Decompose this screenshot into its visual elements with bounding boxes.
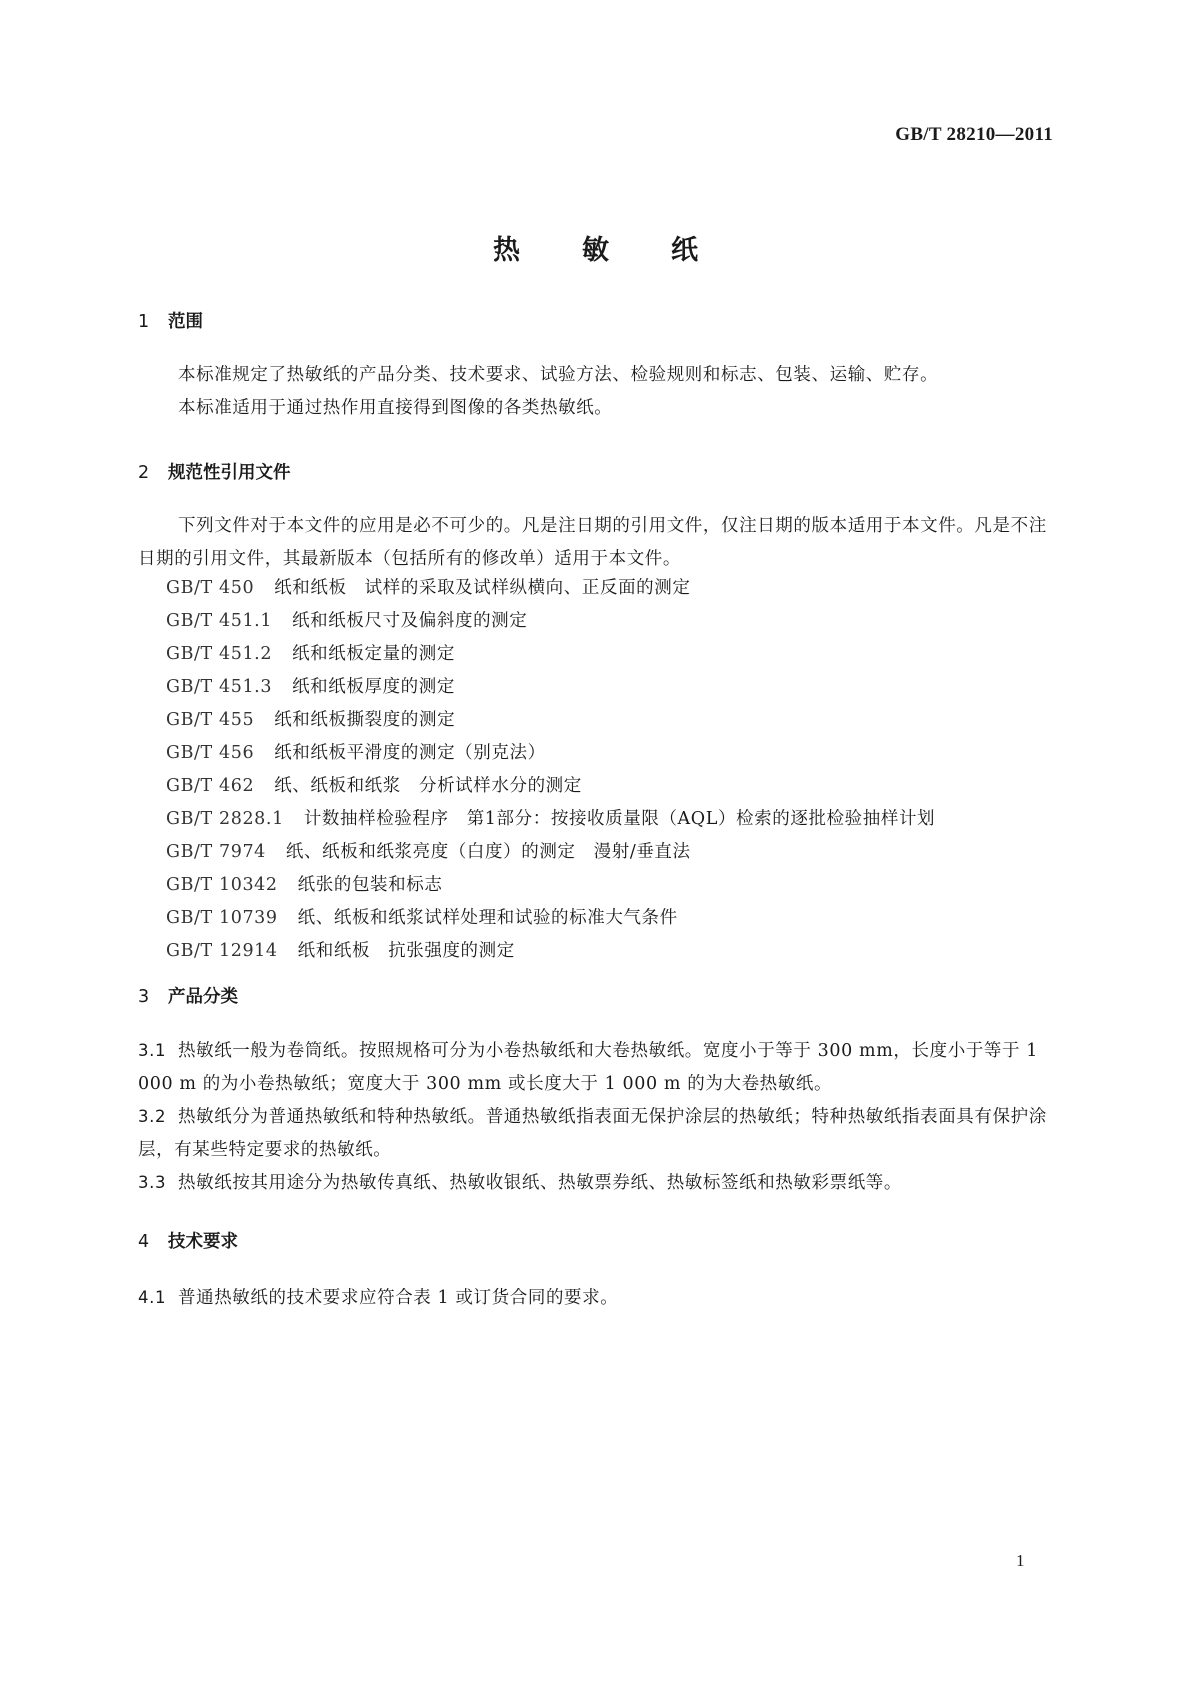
section-number: 4 — [138, 1232, 150, 1252]
section-number: 2 — [138, 463, 150, 483]
clause-number: 3.2 — [138, 1107, 167, 1126]
clause-4-1 — [138, 1281, 1056, 1315]
clause-text: 普通热敏纸的技术要求应符合表 1 或订货合同的要求。 — [178, 1288, 619, 1308]
section-title: 规范性引用文件 — [168, 463, 291, 483]
reference-title: 纸、纸板和纸浆试样处理和试验的标准大气条件 — [297, 908, 678, 928]
reference-code: GB/T 456 — [166, 743, 255, 763]
clause-3-2 — [138, 1100, 1056, 1167]
clause-3-1 — [138, 1034, 1056, 1101]
reference-item — [166, 803, 935, 836]
scope-paragraph-2: 本标准适用于通过热作用直接得到图像的各类热敏纸。 — [178, 398, 613, 418]
reference-title: 纸张的包装和标志 — [297, 875, 443, 895]
reference-list — [166, 572, 935, 968]
reference-code: GB/T 462 — [166, 776, 255, 796]
page-number: 1 — [1016, 1551, 1025, 1570]
reference-code: GB/T 451.1 — [166, 611, 273, 631]
standard-number: GB/T 28210—2011 — [895, 124, 1053, 145]
section-4-heading — [138, 1228, 238, 1253]
clause-text: 热敏纸按其用途分为热敏传真纸、热敏收银纸、热敏票券纸、热敏标签纸和热敏彩票纸等。 — [178, 1173, 902, 1193]
reference-code: GB/T 12914 — [166, 941, 278, 961]
section-1-heading — [138, 308, 203, 333]
clause-text: 热敏纸分为普通热敏纸和特种热敏纸。普通热敏纸指表面无保护涂层的热敏纸；特种热敏纸指表面具有保护涂层，有某些特定要求的热敏纸。 — [138, 1107, 1047, 1160]
clause-3-3 — [138, 1166, 1056, 1200]
reference-code: GB/T 451.2 — [166, 644, 273, 664]
reference-item — [166, 935, 935, 968]
reference-item — [166, 770, 935, 803]
reference-code: GB/T 10342 — [166, 875, 278, 895]
scope-paragraph-1: 本标准规定了热敏纸的产品分类、技术要求、试验方法、检验规则和标志、包装、运输、贮存。 — [178, 365, 939, 385]
reference-title: 纸和纸板撕裂度的测定 — [274, 710, 456, 730]
clause-number: 3.3 — [138, 1173, 167, 1192]
reference-code: GB/T 455 — [166, 710, 255, 730]
reference-title: 纸和纸板 抗张强度的测定 — [297, 941, 515, 961]
section-title: 范围 — [168, 312, 203, 332]
reference-title: 纸和纸板尺寸及偏斜度的测定 — [292, 611, 528, 631]
reference-title: 计数抽样检验程序 第1部分：按接收质量限（AQL）检索的逐批检验抽样计划 — [303, 809, 936, 829]
section-number: 3 — [138, 987, 150, 1007]
reference-item — [166, 836, 935, 869]
reference-title: 纸和纸板平滑度的测定（别克法） — [274, 743, 546, 763]
reference-title: 纸和纸板定量的测定 — [292, 644, 455, 664]
reference-item — [166, 638, 935, 671]
reference-item — [166, 572, 935, 605]
reference-item — [166, 902, 935, 935]
reference-title: 纸、纸板和纸浆亮度（白度）的测定 漫射/垂直法 — [285, 842, 691, 862]
reference-item — [166, 671, 935, 704]
normative-references-intro: 下列文件对于本文件的应用是必不可少的。凡是注日期的引用文件，仅注日期的版本适用于本文件。凡是不注日期的引用文件，其最新版本（包括所有的修改单）适用于本文件。 — [138, 516, 1047, 569]
reference-title: 纸、纸板和纸浆 分析试样水分的测定 — [274, 776, 582, 796]
reference-code: GB/T 2828.1 — [166, 809, 284, 829]
document-title: 热敏纸 — [493, 235, 760, 266]
reference-code: GB/T 10739 — [166, 908, 278, 928]
reference-item — [166, 704, 935, 737]
clause-text: 热敏纸一般为卷筒纸。按照规格可分为小卷热敏纸和大卷热敏纸。宽度小于等于 300 mm，长度小于等于 1 000 m 的为小卷热敏纸；宽度大于 300 mm 或长度大于 1 000 m 的为大卷热敏纸。 — [138, 1041, 1039, 1094]
section-number: 1 — [138, 312, 150, 332]
section-title: 技术要求 — [168, 1232, 238, 1252]
section-3-heading — [138, 983, 238, 1008]
reference-code: GB/T 450 — [166, 578, 255, 598]
section-2-heading — [138, 459, 291, 484]
section-title: 产品分类 — [168, 987, 238, 1007]
clause-number: 3.1 — [138, 1041, 167, 1060]
reference-code: GB/T 7974 — [166, 842, 266, 862]
reference-item — [166, 737, 935, 770]
clause-number: 4.1 — [138, 1288, 167, 1307]
reference-title: 纸和纸板厚度的测定 — [292, 677, 455, 697]
reference-title: 纸和纸板 试样的采取及试样纵横向、正反面的测定 — [274, 578, 691, 598]
reference-item — [166, 605, 935, 638]
reference-item — [166, 869, 935, 902]
reference-code: GB/T 451.3 — [166, 677, 273, 697]
